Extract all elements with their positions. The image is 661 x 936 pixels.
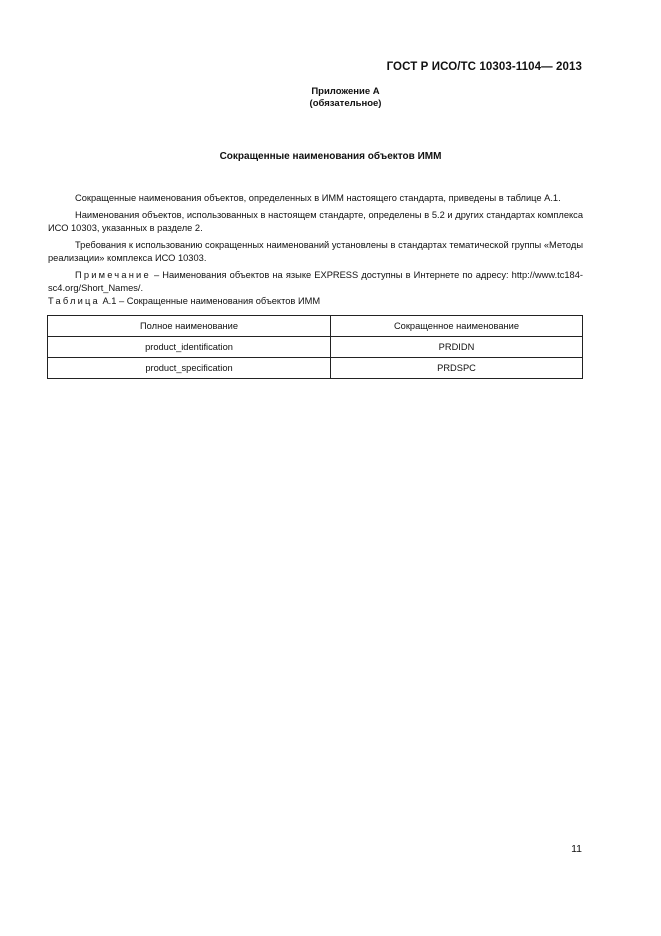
short-name-cell: PRDSPC (331, 358, 583, 379)
short-name-cell: PRDIDN (331, 337, 583, 358)
body-text (48, 192, 583, 299)
table-caption-label: Таблица (48, 296, 100, 306)
standard-header: ГОСТ Р ИСО/ТС 10303-1104— 2013 (386, 61, 582, 73)
table-caption-text: А.1 – Сокращенные наименования объектов ИММ (99, 296, 321, 306)
note-label: Примечание (75, 269, 151, 280)
page-number: 11 (571, 843, 582, 855)
full-name-cell: product_identification (48, 337, 331, 358)
annex-title: Приложение А (311, 86, 380, 97)
section-title: Сокращенные наименования объектов ИММ (219, 151, 442, 162)
column-header-short-name: Сокращенное наименование (331, 316, 583, 337)
column-header-full-name: Полное наименование (48, 316, 331, 337)
paragraph: Наименования объектов, использованных в настоящем стандарте, определены в 5.2 и других стандартах комплекса ИСО 10303, указанных в разделе 2. (48, 209, 583, 233)
paragraph: Сокращенные наименования объектов, определенных в ИММ настоящего стандарта, приведены в таблице А.1. (75, 193, 561, 203)
abbreviations-table (47, 315, 583, 379)
paragraph: Требования к использованию сокращенных наименований установлены в стандартах тематической группы «Методы реализации» комплекса ИСО 10303. (48, 239, 583, 263)
note (48, 269, 583, 296)
full-name-cell: product_specification (48, 358, 331, 379)
table-header-row (48, 316, 583, 337)
table-row (48, 358, 583, 379)
table-caption (48, 296, 320, 306)
note-text: – Наименования объектов на языке EXPRESS доступны в Интернете по адресу: http://www.tc184-sc4.org/Short_Names/. (48, 269, 583, 293)
annex-heading (0, 86, 661, 110)
table-row (48, 337, 583, 358)
annex-status: (обязательное) (309, 98, 382, 109)
